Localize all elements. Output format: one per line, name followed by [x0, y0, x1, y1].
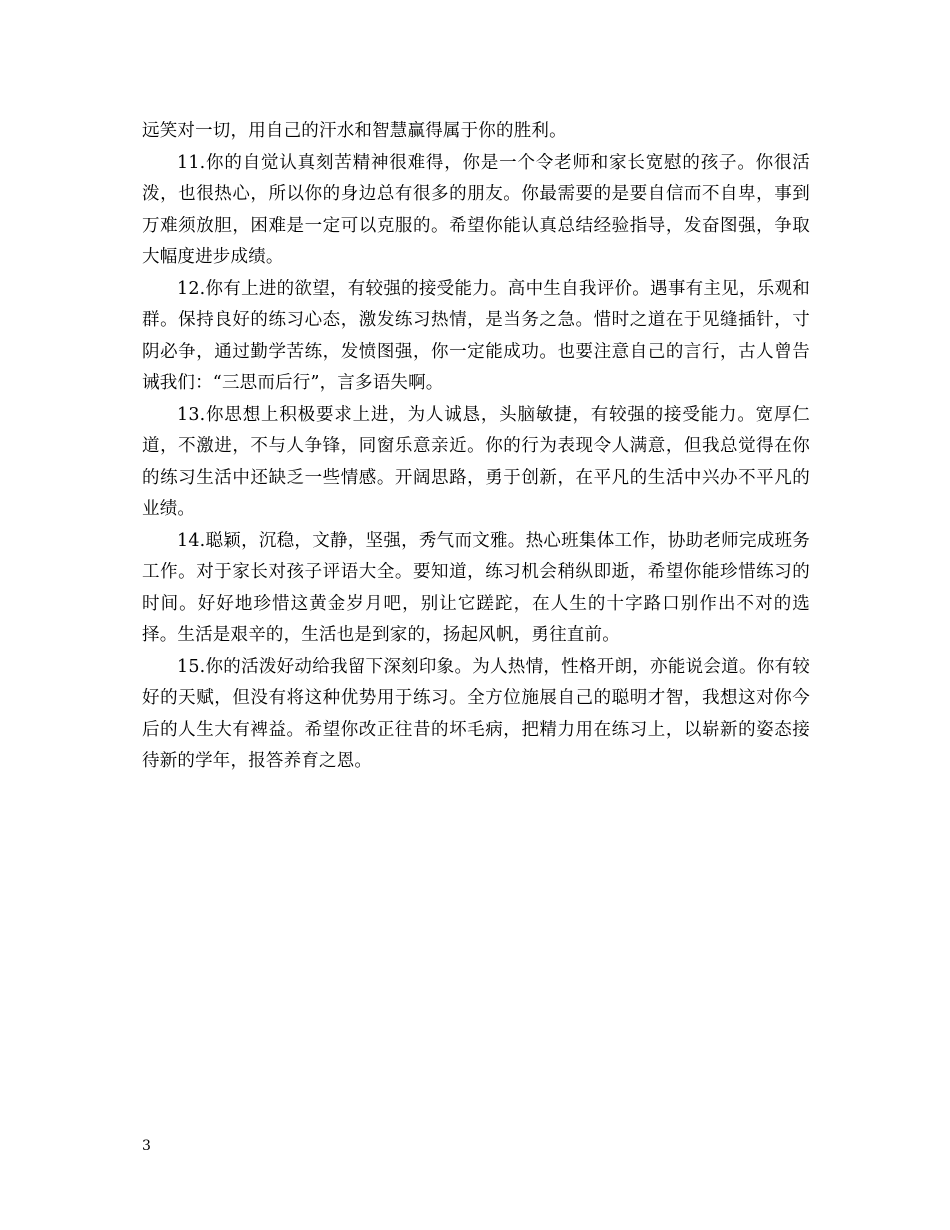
- paragraph-item-15: 15.你的活泼好动给我留下深刻印象。为人热情，性格开朗，亦能说会道。你有较好的天赋，但没有将这种优势用于练习。全方位施展自己的聪明才智，我想这对你今后的人生大有裨益。希望你改正往昔的坏毛病，把精力用在练习上，以崭新的姿态接待新的学年，报答养育之恩。: [142, 656, 810, 771]
- paragraph-continuation: 远笑对一切，用自己的汗水和智慧赢得属于你的胜利。: [142, 121, 567, 141]
- page-number: 3: [142, 1138, 151, 1154]
- paragraph-item-14: 14.聪颖，沉稳，文静，坚强，秀气而文雅。热心班集体工作，协助老师完成班务工作。对于家长对孩子评语大全。要知道，练习机会稍纵即逝，希望你能珍惜练习的时间。好好地珍惜这黄金岁月吧，别让它蹉跎，在人生的十字路口别作出不对的选择。生活是艰辛的，生活也是到家的，扬起风帆，勇往直前。: [142, 530, 810, 645]
- paragraph-item-13: 13.你思想上积极要求上进，为人诚恳，头脑敏捷，有较强的接受能力。宽厚仁道，不激进，不与人争锋，同窗乐意亲近。你的行为表现令人满意，但我总觉得在你的练习生活中还缺乏一些情感。开阔思路，勇于创新，在平凡的生活中兴办不平凡的业绩。: [142, 404, 810, 519]
- paragraph-item-11: 11.你的自觉认真刻苦精神很难得，你是一个令老师和家长宽慰的孩子。你很活泼，也很热心，所以你的身边总有很多的朋友。你最需要的是要自信而不自卑，事到万难须放胆，困难是一定可以克服的。希望你能认真总结经验指导，发奋图强，争取大幅度进步成绩。: [142, 152, 810, 267]
- document-body: [142, 116, 810, 778]
- paragraph-item-12: 12.你有上进的欲望，有较强的接受能力。高中生自我评价。遇事有主见，乐观和群。保持良好的练习心态，激发练习热情，是当务之急。惜时之道在于见缝插针，寸阴必争，通过勤学苦练，发愤图强，你一定能成功。也要注意自己的言行，古人曾告诫我们：“三思而后行”，言多语失啊。: [142, 278, 810, 393]
